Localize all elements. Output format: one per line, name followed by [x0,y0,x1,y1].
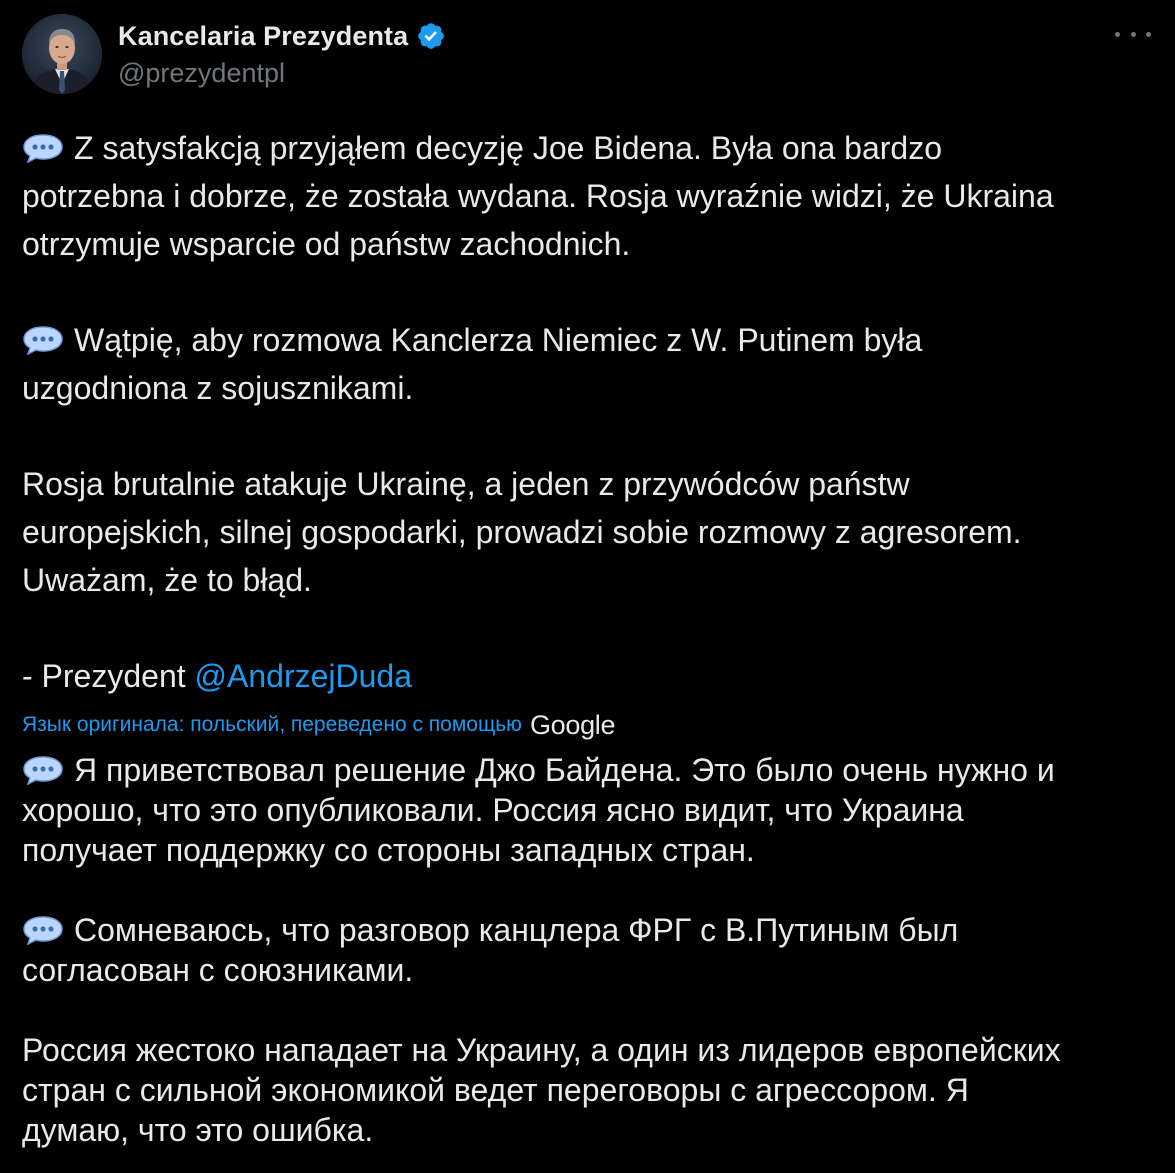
translated-text [22,750,1157,1150]
tweet-text [22,124,1157,700]
more-options-icon[interactable] [1113,22,1153,46]
translated-p3-line: думаю, что это ошибка. [22,1112,374,1148]
translated-paragraph-3 [22,1030,1157,1150]
translated-p1-line: получает поддержку со стороны западных стран. [22,832,755,868]
avatar-portrait [22,14,102,94]
mention-link[interactable]: @AndrzejDuda [194,658,412,694]
translated-p1-line: хорошо, что это опубликовали. Россия ясно видит, что Украина [22,792,964,828]
original-p3-line: europejskich, silnej gospodarki, prowadzi sobie rozmowy z agresorem. [22,514,1022,550]
translated-paragraph-1 [22,750,1157,870]
author-handle[interactable]: @prezydentpl [118,58,285,88]
translated-p2-line: согласован с союзниками. [22,952,414,988]
translated-p3-line: стран с сильной экономикой ведет переговоры с агрессором. Я [22,1072,969,1108]
translation-note[interactable] [22,708,615,742]
translated-paragraph-2 [22,910,1157,990]
signature [22,652,1157,700]
speech-balloon-icon [22,755,64,785]
tweet-header [22,14,1153,98]
original-p2-line: Wątpię, aby rozmowa Kanclerza Niemiec z W. Putinem była [74,322,923,358]
display-name-row [118,16,446,56]
original-paragraph-1 [22,124,1157,268]
translation-note-text: Язык оригинала: польский, переведено с помощью [22,713,522,736]
signature-prefix: - Prezydent [22,658,195,694]
speech-balloon-icon [22,915,64,945]
author-names [118,16,446,89]
original-p1-line: otrzymuje wsparcie od państw zachodnich. [22,226,631,262]
verified-badge-icon [416,21,446,51]
translated-p3-line: Россия жестоко нападает на Украину, а один из лидеров европейских [22,1032,1061,1068]
translated-p1-line: Я приветствовал решение Джо Байдена. Это было очень нужно и [74,752,1055,788]
original-p3-line: Uważam, że to błąd. [22,562,312,598]
original-paragraph-2 [22,316,1157,412]
translated-p2-line: Сомневаюсь, что разговор канцлера ФРГ с В.Путиным был [74,912,959,948]
display-name[interactable]: Kancelaria Prezydenta [118,20,409,51]
speech-balloon-icon [22,325,64,355]
original-p1-line: Z satysfakcją przyjąłem decyzję Joe Bidena. Była ona bardzo [74,130,942,166]
google-logo: Google [529,709,616,740]
original-p1-line: potrzebna i dobrze, że została wydana. Rosja wyraźnie widzi, że Ukraina [22,178,1054,214]
original-paragraph-3 [22,460,1157,604]
original-p2-line: uzgodniona z sojusznikami. [22,370,414,406]
original-p3-line: Rosja brutalnie atakuje Ukrainę, a jeden z przywódców państw [22,466,910,502]
speech-balloon-icon [22,133,64,163]
avatar[interactable] [22,14,102,94]
